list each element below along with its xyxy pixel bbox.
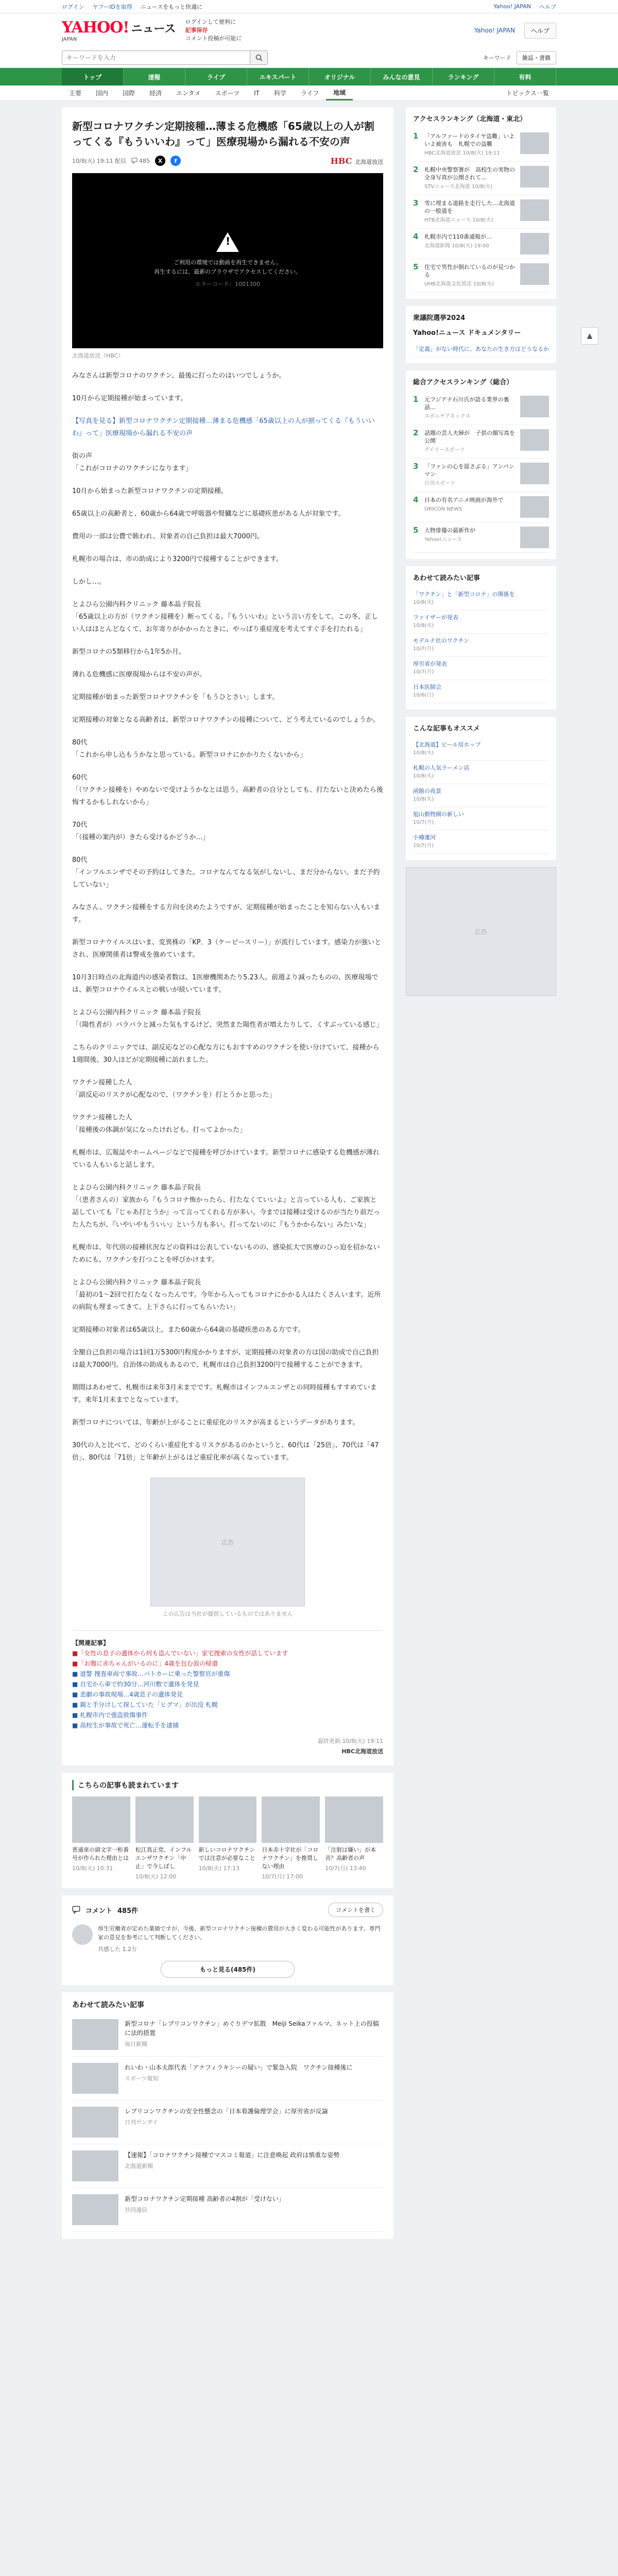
side-link-title: 小樽運河 <box>413 834 436 841</box>
news-source: 毎日新聞 <box>125 2041 147 2047</box>
paragraph: とよひら公園内科クリニック 藤本晶子院長 「65歳以上の方が（ワクチン接種を）断ってくる。『もういいわ』という言い方をして。この冬、正しい人はほとんどなくて、お年寄りがかかったときに、やっぱり重症度を考えてすぐ手を打たれる」 <box>72 601 379 633</box>
news-list-item[interactable] <box>72 2057 383 2100</box>
card-date: 10/8(火) 10:31 <box>72 1865 113 1872</box>
ranking-item[interactable] <box>413 128 549 162</box>
write-comment-button[interactable]: コメントを書く <box>328 1903 383 1917</box>
paragraph: 札幌市は、広報誌やホームページなどで接種を呼びかけています。新型コロナに感染する危機感が薄れている人もいると話します。 <box>72 1149 380 1169</box>
search-input[interactable] <box>62 54 250 61</box>
related-heading: 【関連記事】 <box>72 1639 110 1647</box>
rank-number: 5 <box>413 526 419 535</box>
card-thumbnail <box>199 1797 257 1843</box>
news-thumbnail <box>72 2019 118 2050</box>
video-error-line-2: 再生するには、最新のブラウザでアクセスしてください。 <box>154 268 301 275</box>
news-list-item[interactable] <box>72 2144 383 2188</box>
like-button[interactable] <box>98 1945 137 1954</box>
ad-label: 広告 <box>150 1478 305 1606</box>
news-title: れいわ・山本太郎代表「アナフィラキシーの疑い」で緊急入院 ワクチン接種後に <box>125 2064 353 2071</box>
main-nav-item[interactable]: エキスパート <box>247 68 309 86</box>
rank-title: 札幌市内で110番通報が… <box>424 233 492 240</box>
paragraph: みなさんは新型コロナのワクチン、最後に打ったのはいつでしょうか。 <box>72 372 286 380</box>
rank-date: HTB北海道ニュース 10/8(火) <box>424 217 493 223</box>
ranking-item[interactable] <box>413 392 549 425</box>
article-title: 新型コロナワクチン定期接種…薄まる危機感「65歳以上の人が割ってくる『もういいわ』って」医療現場から漏れる不安の声 <box>72 120 374 148</box>
paragraph: しかし…。 <box>72 578 106 586</box>
news-thumbnail <box>72 2194 118 2225</box>
rank-number: 5 <box>413 262 419 272</box>
main-nav-item[interactable]: みんなの意見 <box>371 68 433 86</box>
card-title: 日本赤十字社が「コロナワクチン」を推奨しない理由 <box>262 1846 319 1870</box>
side-link-title: 【北海道】ビール用ホップ <box>413 741 481 748</box>
comments-section <box>62 1895 393 1985</box>
x-share-icon[interactable]: X <box>155 156 165 166</box>
article-footer <box>72 1737 383 1755</box>
help-link[interactable]: ヘルプ <box>539 3 556 10</box>
comment-text: 厚生労働省が定めた薬価ですが、今後、新型コロナワクチン接種の費用が大きく変わる可能性があります。専門家の意見を参考にして判断してください。 <box>98 1925 381 1941</box>
related-link[interactable]: ■ 親と手分けして探していた「ヒグマ」が出没 札幌 <box>72 1701 218 1708</box>
yahoo-top-link[interactable]: Yahoo! JAPAN <box>493 3 531 10</box>
card-date: 10/8(火) 17:13 <box>198 1865 240 1872</box>
rank-number: 1 <box>413 131 419 141</box>
scroll-top-button[interactable] <box>581 327 598 345</box>
rank-date: 北海道新聞 10/8(火) 19:00 <box>424 243 489 249</box>
side-link-date: 10/7(月) <box>413 669 434 675</box>
sub-nav <box>0 86 618 101</box>
ranking-item[interactable] <box>413 492 549 522</box>
read-more-card[interactable] <box>325 1797 383 1881</box>
side-link-title: 「ワクチン」と「新型コロナ」の関係を <box>413 591 515 598</box>
rank-text <box>424 463 516 487</box>
news-title: 【速報】「コロナワクチン接種でマスコミ報道」に注意喚起 政府は慎重な姿勢 <box>125 2151 340 2159</box>
side-link-title: 厚労省が発表 <box>413 660 447 667</box>
side-link[interactable] <box>413 784 549 807</box>
paragraph: 期間はあわせて、札幌市は来年3月末までです。札幌市はインフルエンザとの同時接種もすすめています。来年1月末までとなっています。 <box>72 1384 377 1404</box>
news-list-item[interactable] <box>72 2013 383 2057</box>
rank-text <box>424 429 516 454</box>
side-link-date: 10/7(月) <box>413 646 434 652</box>
news-source: 日刊ゲンダイ <box>125 2119 159 2126</box>
paragraph: 30代の人と比べて、どのくらい重症化するリスクがあるのかというと、60代は「25倍」、70代は「47倍」、80代は「71倍」と年齢が上がるほど重症化率が高くなっています。 <box>72 1442 379 1462</box>
card-date: 10/7(月) 17:00 <box>262 1873 303 1880</box>
article-ad[interactable] <box>72 1478 383 1606</box>
search-button[interactable] <box>250 51 267 64</box>
paragraph: 65歳以上の高齢者と、60歳から64歳で呼吸器や腎臓などに基礎疾患がある人が対象です。 <box>72 510 345 518</box>
rank-number: 4 <box>413 495 419 504</box>
paragraph: 新型コロナについては、年齢が上がることに重症化のリスクが高まるというデータがあります。 <box>72 1419 359 1427</box>
side-link-title: 日本医師会 <box>413 684 441 690</box>
paragraph: 札幌市は、年代別の接種状況などの資料は公表していないものの、感染拡大で医療のひっ迫を招かないためにも、ワクチンを打つことを呼びかけます。 <box>72 1244 380 1264</box>
rank-number: 1 <box>413 395 419 404</box>
warning-icon <box>216 232 239 252</box>
rank-title: 日本の有名アニメ映画が海外で <box>424 497 504 503</box>
paragraph: 60代 「（ワクチン接種を）やめないで受けようかなとは思う。高齢者の自分としても、打たないと決めたら後悔するかもしれないから」 <box>72 774 383 806</box>
main-nav-item[interactable]: ランキング <box>433 68 494 86</box>
paragraph: ワクチン接種した人 「接種後の体調が気になったけれども、打ってよかった」 <box>72 1114 247 1134</box>
topics-list-link[interactable]: トピックス一覧 <box>506 90 549 97</box>
main-nav <box>0 68 618 86</box>
card-title: 新しいコロナワクチンでは注意が必要なこと <box>198 1846 255 1861</box>
video-error-code: エラーコード：1001300 <box>195 281 260 287</box>
arrow-up-icon: ▲ <box>587 332 593 340</box>
card-title: 普通車の頭文字一桁番号が作られた理由とは <box>72 1846 129 1861</box>
sidebar-ad[interactable]: 広告 <box>406 867 556 996</box>
comments-count: 485件 <box>117 1907 139 1915</box>
ranking-item[interactable] <box>413 195 549 229</box>
card-date: 10/7(月) 13:40 <box>325 1865 366 1872</box>
overall-ranking-title: 総合アクセスランキング（総合） <box>413 379 513 386</box>
related-link[interactable]: ■ 自宅から車で約30分…河川敷で遺体を発見 <box>72 1681 199 1688</box>
sub-nav-item[interactable]: 国際 <box>123 90 135 97</box>
rank-title: 「ファンの心を揺さぶる」アンパンマン <box>424 463 514 478</box>
side-link[interactable] <box>413 587 549 611</box>
rank-number: 3 <box>413 462 419 471</box>
card-thumbnail <box>325 1797 383 1843</box>
main-nav-item[interactable]: オリジナル <box>309 68 371 86</box>
search-icon <box>255 54 263 61</box>
side-link-title: 旭山動物園の新しい <box>413 811 464 818</box>
main-nav-item[interactable]: ライブ <box>185 68 247 86</box>
paragraph: とよひら公園内科クリニック 藤本晶子院長 「（陽性者が）パラパラと減った気もするけど、突然また陽性者が増えたりして、くすぶっている感じ」 <box>72 1009 383 1029</box>
side-link-date: 10/7(月) <box>413 843 434 849</box>
side-link-title: 札幌の人気ラーメン店 <box>413 765 470 771</box>
news-source: 共同通信 <box>125 2207 147 2213</box>
logo-sub: JAPAN <box>62 37 77 42</box>
last-updated: 最終更新:10/8(火) 19:11 <box>317 1738 383 1744</box>
publisher-sub: 北海道放送 <box>355 158 383 165</box>
rank-title: 話題の芸人夫婦が 子供の顔写真を公開 <box>424 430 515 444</box>
promo-line-1: ログインして便利に <box>185 19 236 25</box>
news-source: 北海道新聞 <box>125 2163 153 2170</box>
paragraph: 10月3日時点の北海道内の感染者数は、1医療機関あたり5.23人。前週より減ったものの、医療現場では、新型コロナウイルスとの戦いが続いています。 <box>72 974 379 994</box>
side-link-date: 10/8(火) <box>413 796 434 802</box>
side-link-title: モデルナ社のワクチン <box>413 637 469 644</box>
sub-nav-item[interactable]: スポーツ <box>215 90 240 97</box>
documentary-link[interactable]: 「定義」がない時代に、あなたの生き方はどうなるか <box>413 342 549 357</box>
topics-title: こんな記事もオススメ <box>413 725 480 733</box>
rank-thumbnail <box>520 199 549 221</box>
paragraph: 札幌市の場合は、市の助成により3200円で接種することができます。 <box>72 555 283 563</box>
rank-number: 3 <box>413 198 419 208</box>
video-caption: 北海道放送（HBC） <box>72 352 124 359</box>
side-link-title: ファイザーが発表 <box>413 614 458 621</box>
sub-nav-item[interactable]: ライフ <box>301 90 319 97</box>
article-meta <box>72 156 383 166</box>
sub-nav-item[interactable]: 地域 <box>326 86 353 100</box>
help-button[interactable]: ヘルプ <box>524 23 556 39</box>
article <box>62 107 393 1766</box>
news-thumbnail <box>72 2150 118 2181</box>
card-thumbnail <box>72 1797 130 1843</box>
side-link-title: 函館の夜景 <box>413 788 441 794</box>
video-error-line-1: ご利用の環境では動画を再生できません。 <box>174 259 282 266</box>
article-body <box>72 370 383 1464</box>
comment-count: 485 <box>139 157 150 164</box>
rank-thumbnail <box>520 166 549 188</box>
related-link[interactable]: ■「女性の息子の遺体から何も盗んでいない」家宅捜索の女性が話しています <box>72 1650 288 1657</box>
card-title: 松江真正党、インフルエンザワクチン「中止」で今しばし <box>135 1846 192 1870</box>
rank-text <box>424 496 516 518</box>
rank-number: 2 <box>413 428 419 437</box>
header-promo[interactable] <box>185 18 242 43</box>
news-list-item[interactable] <box>72 2100 383 2144</box>
search-box <box>62 50 268 65</box>
side-link[interactable] <box>413 831 549 854</box>
election-title[interactable]: 衆議院選挙2024 <box>413 314 466 322</box>
news-title: 新型コロナ「レプリコンワクチン」めぐりデマ拡散 Meiji Seikaファルマ、ネット上の投稿に法的措置 <box>125 2020 379 2037</box>
photo-link[interactable]: 【写真を見る】新型コロナワクチン定期接種…薄まる危機感「65歳以上の人が割ってくる『もういいわ』って」医療現場から漏れる不安の声 <box>72 417 375 437</box>
paragraph: 定期接種が始まった新型コロナワクチンを「もうひとさい」します。 <box>72 693 279 701</box>
paragraph: 定期接種の対象となる高齢者は、新型コロナワクチンの接種について、どう考えているのでしょうか。 <box>72 716 380 724</box>
card-thumbnail <box>262 1797 320 1843</box>
article-date: 10/8(火) 19:11 配信 <box>72 158 126 164</box>
side-link[interactable] <box>413 807 549 831</box>
card-thumbnail <box>135 1797 194 1843</box>
rank-text <box>424 233 516 255</box>
ranking-item[interactable] <box>413 459 549 492</box>
read-more-section <box>62 1773 393 1888</box>
video-player[interactable] <box>72 173 383 348</box>
rank-thumbnail <box>520 396 549 417</box>
top-strip <box>0 0 618 13</box>
promo-line-3: コメント投稿が可能に <box>185 35 242 42</box>
related-links <box>72 1630 383 1731</box>
card-title: 「注射は嫌い」が本音？高齢者の声 <box>325 1846 376 1861</box>
read-more-title: こちらの記事も読まれています <box>72 1780 383 1790</box>
related-link[interactable]: ■ 高校生が事故で死亡…運転手を逮捕 <box>72 1722 179 1729</box>
paragraph: 80代 「インフルエンザでその予約はしてきた。コロナなんてなる気がしないし、まだ分からない。まだ予約していない」 <box>72 856 380 889</box>
logo-news: ニュース <box>131 23 176 36</box>
rank-date: ORICON NEWS <box>424 506 462 512</box>
avatar <box>72 1924 93 1945</box>
read-more-card[interactable] <box>262 1797 320 1881</box>
side-link[interactable] <box>413 611 549 634</box>
promo-text: ニュースをもっと快適に <box>140 3 203 10</box>
sub-nav-item[interactable]: 科学 <box>274 90 287 97</box>
publisher-logo[interactable] <box>331 156 383 166</box>
search-row <box>0 47 618 68</box>
rank-title: 「アルファードのタイヤ盗難」いよいよ被害も 札幌での盗難 <box>424 133 515 147</box>
paragraph: みなさん、ワクチン接種をする方向を決めたようですが、定期接種が始まったことを知らない人もいます。 <box>72 904 381 924</box>
logo-brand: YAHOO! <box>62 19 129 37</box>
side-link[interactable] <box>413 634 549 657</box>
rank-text <box>424 166 516 191</box>
access-ranking-title: アクセスランキング（北海道・東北） <box>413 115 527 123</box>
paragraph: 80代 「これから申し込もうかなと思っている。新型コロナにかかりたくないから」 <box>72 739 307 759</box>
recommended-news <box>62 1992 393 2239</box>
rank-date: 日刊スポーツ <box>424 481 455 486</box>
comment-count-link[interactable] <box>131 158 150 164</box>
news-thumbnail <box>72 2063 118 2094</box>
rank-date: デイリースポーツ <box>424 447 465 453</box>
site-header <box>0 13 618 47</box>
side-link[interactable] <box>413 657 549 680</box>
yahoo-news-logo[interactable] <box>62 19 176 42</box>
rank-title: 札幌中央警察署が 高校生の実物の全身写真が公開されて… <box>424 166 515 181</box>
paragraph: とよひら公園内科クリニック 藤本晶子院長 「（患者さんの）家族から『もうコロナ怖かったら、打たなくていいよ』と言っている人も、ご家族と話していても『じゃあ打とうか』って言ってくれる方が多い。今までは接種は受けるのが当たり前だった人たちが、『いやいやもういい』という方も多い。打ってないのに『もうかからない』みたいな」 <box>72 1184 381 1229</box>
rank-text <box>424 527 516 548</box>
news-title: レプリコンワクチンの安全性懸念の「日本看護倫理学会」に厚労省が反論 <box>125 2108 328 2115</box>
related-link[interactable]: ■ 悲劇の事故現場…4歳息子の遺体発見 <box>72 1691 183 1698</box>
news-source: スポーツ報知 <box>125 2075 159 2082</box>
side-link-date: 10/8(火) <box>413 773 434 779</box>
sidebar <box>406 107 556 2239</box>
paragraph: 10月から始まった新型コロナワクチンの定期接種。 <box>72 487 228 495</box>
paragraph: 全額自己負担の場合は1回1万5300円程度かかりますが、定期接種の対象者の方は国の助成で自己負担は最大7000円。自治体の助成もあるので、札幌市は自己負担3200円で接種することができます。 <box>72 1349 379 1369</box>
paragraph: 10月から定期接種が始まっています。 <box>72 395 187 402</box>
rank-number: 2 <box>413 165 419 174</box>
paragraph: 新型コロナウイルスはいま、変異株の「KP．3（ケーピースリー）」が流行しています。感染力が強いとされ、医療関係者は警戒を強めています。 <box>72 939 382 959</box>
footer-source[interactable]: HBC北海道放送 <box>341 1748 383 1755</box>
recommended-title: あわせて読みたい記事 <box>72 2001 144 2009</box>
keyword-link[interactable]: キーワード <box>483 54 511 61</box>
ranking-item[interactable] <box>413 162 549 195</box>
rank-date: スポニチアネックス <box>424 414 471 419</box>
rank-thumbnail <box>520 263 549 285</box>
related-link[interactable]: ■ 道警 捜査車両で事故…パトカーに乗った警察官が重傷 <box>72 1670 230 1677</box>
side-link[interactable] <box>413 761 549 784</box>
paragraph: 費用の一部は公費で賄われ、対象者の自己負担は最大7000円。 <box>72 533 264 540</box>
sub-nav-item[interactable]: 国内 <box>96 90 109 97</box>
rank-thumbnail <box>520 463 549 484</box>
main-nav-item[interactable]: トップ <box>62 68 124 86</box>
read-more-card[interactable] <box>199 1797 257 1881</box>
main-nav-item[interactable]: 有料 <box>494 68 556 86</box>
sub-nav-item[interactable]: 主要 <box>69 90 82 97</box>
side-link[interactable] <box>413 738 549 761</box>
rank-number: 4 <box>413 232 419 241</box>
ranking-item[interactable] <box>413 259 549 293</box>
rank-thumbnail <box>520 429 549 451</box>
rank-thumbnail <box>520 527 549 548</box>
side-link-date: 10/6(日) <box>413 692 434 698</box>
rank-title: 雪に埋まる道路を走行した…北海道の一般道を <box>424 200 515 214</box>
comments-title: コメント <box>85 1907 113 1915</box>
signup-link[interactable]: ヤフーIDを取得 <box>92 3 132 10</box>
paragraph: こちらのクリニックでは、副反応などの心配な方にもおすすめのワクチンを使い分けていて、接種から1週間後、30人ほどが定期接種に訪れました。 <box>72 1044 380 1064</box>
publisher-name: HBC <box>330 156 352 166</box>
related-link[interactable]: ■「お腹に赤ちゃんがいるのに」4歳を包む涙の帰還 <box>72 1660 218 1667</box>
comment-icon <box>131 158 138 164</box>
rank-text <box>424 132 516 157</box>
paragraph: 70代 「（接種の案内が）きたら受けるかどうか…」 <box>72 821 210 841</box>
read-more-card[interactable] <box>72 1797 130 1881</box>
main-nav-item[interactable]: 速報 <box>124 68 185 86</box>
related-link[interactable]: ■ 札幌市内で強盗致傷事件 <box>72 1711 148 1719</box>
comment-icon <box>72 1906 80 1914</box>
side-link[interactable] <box>413 680 549 703</box>
news-thumbnail <box>72 2107 118 2138</box>
rank-thumbnail <box>520 233 549 255</box>
paragraph: 新型コロナの5類移行から1年5か月。 <box>72 648 185 656</box>
sub-nav-item[interactable]: エンタメ <box>176 90 201 97</box>
rank-title: 住宅で男性が倒れているのが見つかる <box>424 264 515 278</box>
like-label: 共感した <box>98 1946 121 1953</box>
rank-text <box>424 263 516 288</box>
paragraph: 定期接種の対象者は65歳以上。また60歳から64歳の基礎疾患のある方です。 <box>72 1326 305 1334</box>
magazine-button[interactable]: 雑誌・書籍 <box>517 51 556 64</box>
paragraph: 薄れる危機感に医療現場からは不安の声が。 <box>72 671 207 679</box>
rank-title: 大物俳優の最新作が <box>424 527 475 534</box>
rank-thumbnail <box>520 132 549 154</box>
rank-thumbnail <box>520 496 549 518</box>
rank-date: HBC北海道放送 10/8(火) 19:11 <box>424 150 500 156</box>
read-more-card[interactable] <box>135 1797 194 1881</box>
sub-nav-item[interactable]: 経済 <box>149 90 162 97</box>
more-comments-button[interactable]: もっと見る(485件) <box>161 1961 295 1978</box>
facebook-share-icon[interactable]: f <box>170 156 181 166</box>
yahoo-japan-link[interactable]: Yahoo! JAPAN <box>474 27 515 34</box>
paragraph: とよひら公園内科クリニック 藤本晶子院長 「最初の1～2回で打たなくなったんです。今年から入ってもコロナにかかる人はたくさんいます。近所の病院も埋まってきて、上下さらに打ってもらいたい」 <box>72 1279 381 1311</box>
side-link-date: 10/8(火) <box>413 750 434 756</box>
paragraph: 街の声 「これがコロナのワクチンになります」 <box>72 452 193 472</box>
rank-text <box>424 199 516 224</box>
ranking-item[interactable] <box>413 229 549 259</box>
rank-text <box>424 396 516 420</box>
news-title: 新型コロナワクチン定期接種 高齢者の4割が「受けない」 <box>125 2195 285 2202</box>
rank-date: STVニュース北海道 10/8(火) <box>424 184 493 190</box>
paragraph: ワクチン接種した人 「副反応のリスクが心配なので、（ワクチンを）打とうかと思った」 <box>72 1079 276 1099</box>
documentary-title: Yahoo!ニュース ドキュメンタリー <box>413 329 521 337</box>
promo-line-2: 記事保存 <box>185 27 208 33</box>
sub-nav-item[interactable]: IT <box>254 89 260 97</box>
rank-title: 元フジアナ石川氏が語る業界の裏話… <box>424 396 509 411</box>
login-link[interactable]: ログイン <box>62 3 84 10</box>
ranking-item[interactable] <box>413 522 549 553</box>
news-list-item[interactable] <box>72 2188 383 2232</box>
side-link-date: 10/7(月) <box>413 820 434 825</box>
card-date: 10/8(火) 12:00 <box>135 1873 177 1880</box>
ranking-item[interactable] <box>413 425 549 459</box>
side-link-date: 10/8(火) <box>413 623 434 629</box>
rank-date: Yahoo!ニュース <box>424 537 462 543</box>
like-count: 1.2万 <box>122 1946 137 1953</box>
together-title: あわせて読みたい記事 <box>413 574 480 582</box>
side-link-date: 10/8(火) <box>413 600 434 605</box>
ad-note: この広告は当社が提供しているものではありません <box>162 1611 293 1617</box>
rank-date: UHB北海道文化放送 10/8(火) <box>424 281 494 287</box>
